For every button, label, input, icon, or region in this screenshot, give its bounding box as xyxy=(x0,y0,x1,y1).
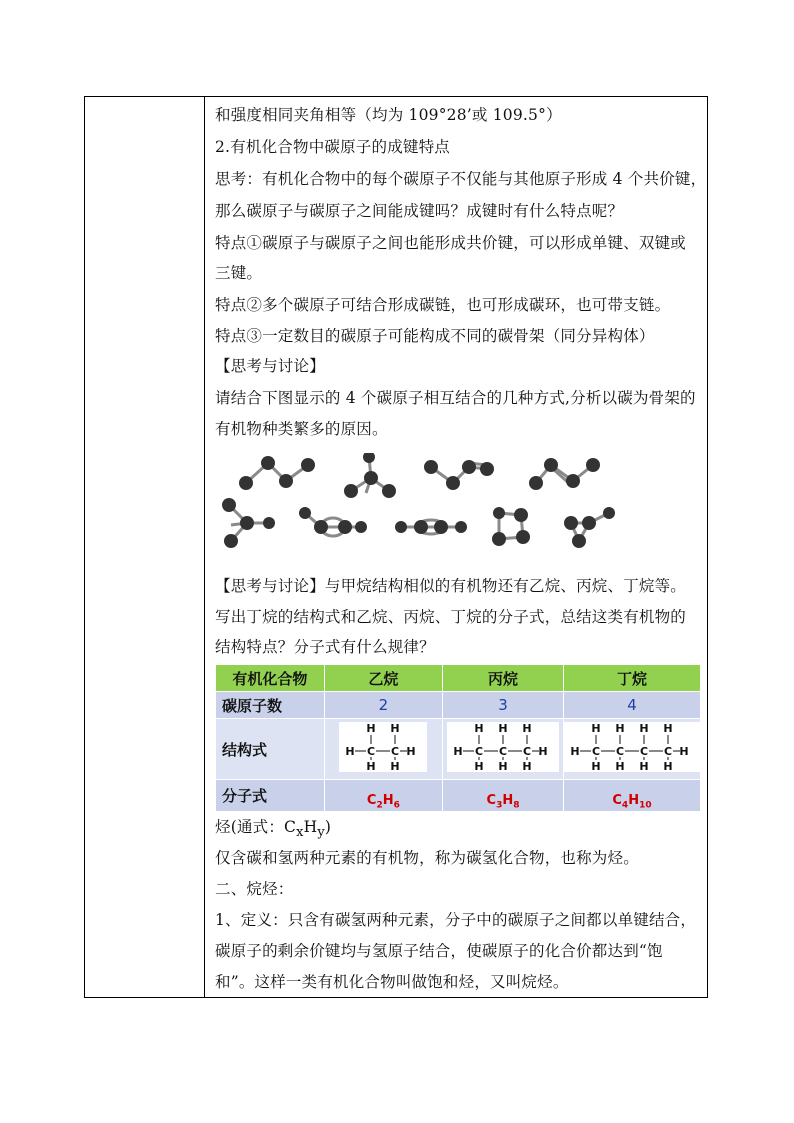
carbon-atom xyxy=(434,520,448,534)
carbon-symbol: C xyxy=(663,745,673,758)
carbon-atom xyxy=(493,507,505,519)
atoms xyxy=(222,453,615,548)
molecular-formula: $C_3H_8$ xyxy=(443,780,564,812)
carbon-atom xyxy=(314,520,328,534)
carbon-symbol: C xyxy=(367,745,376,758)
hydrogen-atom: H xyxy=(591,722,601,735)
row-label: 结构式 xyxy=(216,719,325,780)
hydrogen-atom: H xyxy=(406,745,417,758)
hydrogen-atom: H xyxy=(474,722,484,735)
carbon-atom xyxy=(492,532,506,546)
table-header-cell: 有机化合物 xyxy=(216,665,325,692)
carbon-count: 3 xyxy=(443,692,564,719)
carbon-atom xyxy=(455,521,467,533)
discussion-heading: 【思考与讨论】 xyxy=(215,357,325,375)
carbon-atom xyxy=(544,458,558,472)
carbon-atom xyxy=(363,453,375,463)
carbon-atom xyxy=(222,498,236,512)
carbon-symbol: C xyxy=(591,745,601,758)
table-header-row xyxy=(216,665,701,692)
carbon-atom xyxy=(279,474,293,488)
carbon-atom xyxy=(224,534,238,548)
carbon-count-row xyxy=(216,692,701,719)
text-line: 碳原子的剩余价键均与氢原子结合，使碳原子的化合价都达到“饱 xyxy=(215,942,663,960)
structure-cell xyxy=(563,719,700,780)
structural-formula-propane xyxy=(447,722,559,772)
text-line: 和强度相同夹角相等（均为 109°28’或 109.5°） xyxy=(215,106,562,124)
carbon-symbol: C xyxy=(522,745,532,758)
hydrogen-atom: H xyxy=(498,760,508,772)
text-line: 结构特点？分子式有什么规律？ xyxy=(215,638,435,656)
carbon-atom xyxy=(586,458,600,472)
carbon-atom xyxy=(516,530,530,544)
carbon-atom xyxy=(261,456,275,470)
structural-formula-butane xyxy=(564,722,700,772)
text-line: 请结合下图显示的 4 个碳原子相互结合的几种方式,分析以碳为骨架的 xyxy=(215,389,696,407)
hydrogen-atom: H xyxy=(679,745,689,758)
carbon-atom xyxy=(529,476,543,490)
carbon-atom xyxy=(582,516,596,530)
row-label: 分子式 xyxy=(216,780,325,812)
row-label: 碳原子数 xyxy=(216,692,325,719)
text-line: 特点①碳原子与碳原子之间也能形成共价键，可以形成单键、双键或 xyxy=(215,234,687,252)
hydrogen-atom: H xyxy=(538,745,548,758)
carbon-count: 2 xyxy=(324,692,442,719)
hydrogen-atom: H xyxy=(615,760,625,772)
text-line: 那么碳原子与碳原子之间能成键吗？成键时有什么特点呢？ xyxy=(215,202,624,220)
hydrogen-atom: H xyxy=(453,745,463,758)
table-header-cell: 丁烷 xyxy=(563,665,700,692)
carbon-atom xyxy=(263,517,275,529)
hydrogen-atom: H xyxy=(591,760,601,772)
molecular-formula: $C_4H_{10}$ xyxy=(563,780,700,812)
carbon-symbol: C xyxy=(498,745,508,758)
carbon-atom xyxy=(414,520,428,534)
hydrogen-atom: H xyxy=(390,760,401,772)
hydrogen-atom: H xyxy=(498,722,508,735)
carbon-atom xyxy=(564,516,578,530)
text-line: 三键。 xyxy=(215,264,263,282)
carbon-atom xyxy=(603,507,615,519)
bond-chain-1 xyxy=(246,463,308,483)
carbon-skeleton-figure xyxy=(221,453,621,563)
hydrogen-atom: H xyxy=(663,722,673,735)
general-formula: 烃(通式：$C_xH_y$) xyxy=(215,818,332,841)
carbon-atom xyxy=(299,507,311,519)
structural-formula-ethane xyxy=(339,722,427,772)
carbon-atom xyxy=(338,520,352,534)
carbon-symbol: C xyxy=(474,745,484,758)
hydrogen-atom: H xyxy=(639,760,649,772)
structure-row xyxy=(216,719,701,780)
carbon-atom xyxy=(301,458,315,472)
section-heading: 2.有机化合物中碳原子的成键特点 xyxy=(215,138,450,156)
carbon-atom xyxy=(446,476,460,490)
carbon-symbol: C xyxy=(615,745,625,758)
hydrogen-atom: H xyxy=(522,722,532,735)
text-line: 【思考与讨论】与甲烷结构相似的有机物还有乙烷、丙烷、丁烷等。 xyxy=(215,577,687,595)
hydrogen-atom: H xyxy=(570,745,580,758)
alkane-comparison-table xyxy=(215,664,701,812)
lesson-table xyxy=(84,96,708,998)
hydrogen-atom: H xyxy=(615,722,625,735)
text-line: 1、定义：只含有碳氢两种元素，分子中的碳原子之间都以单键结合， xyxy=(215,911,697,929)
hydrogen-atom: H xyxy=(663,760,673,772)
carbon-atom xyxy=(462,460,476,474)
text-line: 仅含碳和氢两种元素的有机物，称为碳氢化合物，也称为烃。 xyxy=(215,849,639,867)
hydrogen-atom: H xyxy=(345,745,356,758)
carbon-atom xyxy=(395,521,407,533)
hydrogen-atom: H xyxy=(390,722,401,735)
carbon-count: 4 xyxy=(563,692,700,719)
carbon-atom xyxy=(364,471,378,485)
text-line: 有机物种类繁多的原因。 xyxy=(215,420,388,438)
carbon-atom xyxy=(566,474,580,488)
table-header-cell: 丙烷 xyxy=(443,665,564,692)
carbon-atom xyxy=(239,476,253,490)
carbon-atom xyxy=(355,521,367,533)
molecular-formula: $C_2H_6$ xyxy=(324,780,442,812)
carbon-atom xyxy=(572,534,586,548)
table-header-cell: 乙烷 xyxy=(324,665,442,692)
hydrogen-atom: H xyxy=(522,760,532,772)
text-line: 和”。这样一类有机化合物叫做饱和烃，又叫烷烃。 xyxy=(215,973,569,991)
bond xyxy=(305,513,361,527)
carbon-atom xyxy=(424,460,438,474)
hydrogen-atom: H xyxy=(366,722,377,735)
structure-cell xyxy=(443,719,564,780)
carbon-symbol: C xyxy=(639,745,649,758)
carbon-atom xyxy=(514,508,528,522)
section-heading: 二、烷烃： xyxy=(215,880,294,898)
structure-cell xyxy=(324,719,442,780)
carbon-atom xyxy=(240,516,254,530)
left-column xyxy=(85,97,205,997)
carbon-atom xyxy=(382,484,396,498)
text-line: 写出丁烷的结构式和乙烷、丙烷、丁烷的分子式，总结这类有机物的 xyxy=(215,608,687,626)
carbon-symbol: C xyxy=(391,745,400,758)
hydrogen-atom: H xyxy=(474,760,484,772)
text-line: 特点③一定数目的碳原子可能构成不同的碳骨架（同分异构体） xyxy=(215,327,655,345)
hydrogen-atom: H xyxy=(639,722,649,735)
hydrogen-atom: H xyxy=(366,760,377,772)
carbon-atom xyxy=(480,462,494,476)
formula-row xyxy=(216,780,701,812)
carbon-atom xyxy=(344,484,358,498)
text-line: 特点②多个碳原子可结合形成碳链，也可形成碳环，也可带支链。 xyxy=(215,296,671,314)
text-line: 思考：有机化合物中的每个碳原子不仅能与其他原子形成 4 个共价键， xyxy=(215,170,707,188)
